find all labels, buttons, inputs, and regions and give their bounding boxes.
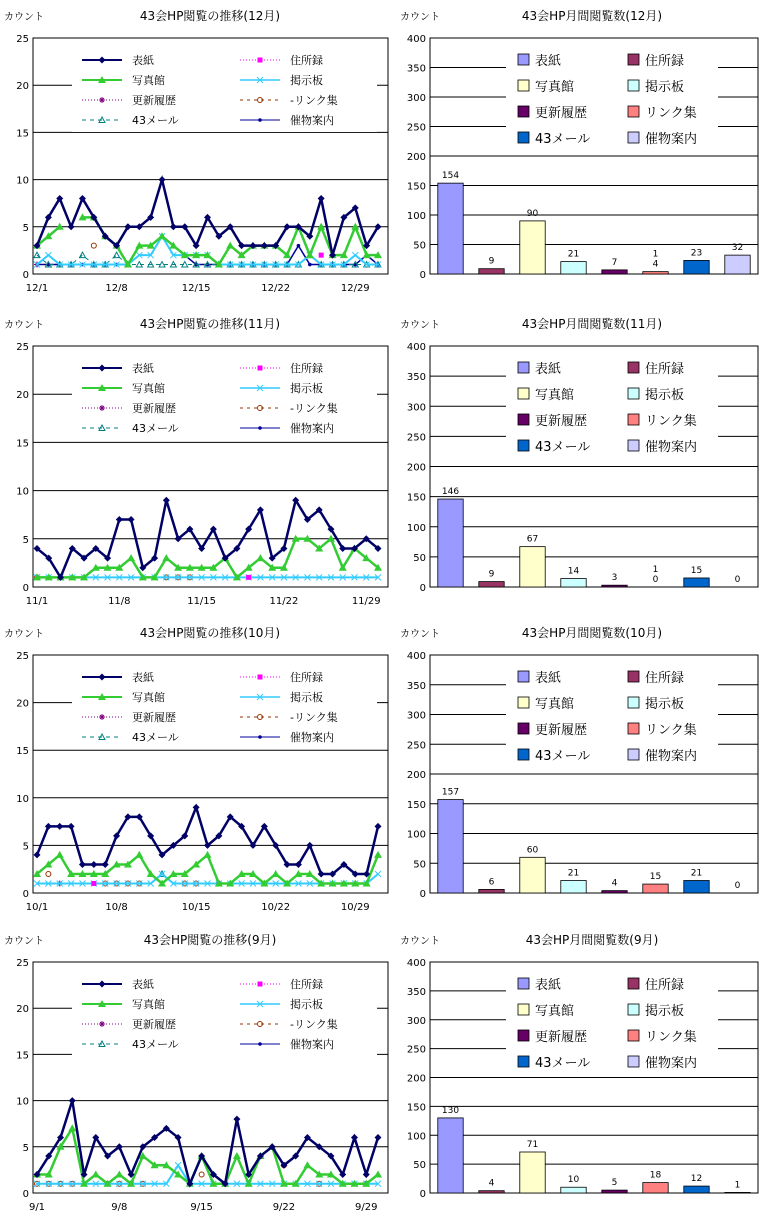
bar-43メール xyxy=(684,578,709,587)
bar-掲示板 xyxy=(561,881,586,893)
data-label: 14 xyxy=(567,566,580,577)
y-tick-label: 15 xyxy=(16,438,29,450)
chart-title: 43会HP閲覧の推移(12月) xyxy=(139,9,281,23)
line-chart-0 xyxy=(0,0,395,298)
chart-title: 43会HP閲覧の推移(9月) xyxy=(143,933,277,947)
legend-label: 住所録 xyxy=(645,362,685,377)
legend-label: 43メール xyxy=(535,749,591,764)
data-label-extra: 1 xyxy=(652,249,659,260)
y-tick-label: 150 xyxy=(406,492,426,504)
legend-swatch xyxy=(628,362,639,373)
legend-label: 更新履歴 xyxy=(535,723,588,738)
y-tick-label: 20 xyxy=(16,1004,29,1016)
chart-title: 43会HP閲覧の推移(11月) xyxy=(139,317,281,331)
data-label: 4 xyxy=(488,1178,495,1189)
y-tick-label: 0 xyxy=(419,270,426,281)
x-tick-label: 11/1 xyxy=(25,596,49,607)
y-tick-label: 100 xyxy=(406,829,426,841)
legend-label: 更新履歴 xyxy=(132,711,176,724)
x-tick-label: 10/1 xyxy=(25,902,49,913)
chart-title: 43会HP月間閲覧数(10月) xyxy=(521,626,663,640)
x-tick-label: 12/1 xyxy=(25,283,49,294)
legend xyxy=(506,661,718,769)
x-tick-label: 12/29 xyxy=(340,283,370,294)
data-label: 90 xyxy=(526,208,539,219)
bar-写真館 xyxy=(520,857,545,893)
legend-label: 43メール xyxy=(132,114,179,127)
legend-label: 催物案内 xyxy=(645,1056,698,1071)
legend-label: 住所録 xyxy=(645,978,685,993)
bar-chart-3 xyxy=(396,924,768,1217)
y-tick-label: 400 xyxy=(406,34,426,45)
bar-住所録 xyxy=(479,889,504,893)
y-tick-label: 0 xyxy=(22,270,29,281)
x-tick-label: 11/8 xyxy=(108,596,131,607)
bar-更新履歴 xyxy=(602,891,627,893)
legend-swatch xyxy=(628,723,639,734)
legend-label: 43メール xyxy=(132,1038,179,1051)
legend-label: 43メール xyxy=(132,422,179,435)
legend-label: -リンク集 xyxy=(290,1018,338,1031)
data-point xyxy=(246,575,251,580)
legend-swatch xyxy=(628,132,639,143)
x-tick-label: 10/15 xyxy=(181,902,211,913)
y-tick-label: 5 xyxy=(22,534,29,546)
y-tick-label: 50 xyxy=(413,552,426,564)
data-label: 60 xyxy=(526,845,539,856)
bar-掲示板 xyxy=(561,262,586,274)
legend-swatch xyxy=(518,440,529,451)
data-label: 146 xyxy=(441,487,460,498)
bar-写真館 xyxy=(520,547,545,587)
legend-label: 掲示板 xyxy=(290,74,323,87)
bar-リンク集 xyxy=(643,884,668,893)
y-tick-label: 10 xyxy=(16,486,29,498)
legend-label: 催物案内 xyxy=(290,1038,334,1051)
y-tick-label: 300 xyxy=(406,93,426,104)
legend-label: 掲示板 xyxy=(290,691,323,704)
y-axis-label: カウント xyxy=(4,320,44,331)
y-tick-label: 25 xyxy=(16,342,29,353)
legend-label: 43メール xyxy=(535,440,591,455)
legend-swatch xyxy=(518,697,529,708)
legend xyxy=(506,44,718,152)
legend-swatch xyxy=(518,80,529,91)
y-tick-label: 150 xyxy=(406,799,426,811)
legend-swatch xyxy=(518,54,529,65)
x-tick-label: 9/15 xyxy=(190,1202,213,1213)
y-axis-label: カウント xyxy=(400,936,440,947)
legend-swatch xyxy=(518,414,529,425)
bar-更新履歴 xyxy=(602,270,627,274)
x-tick-label: 9/1 xyxy=(28,1202,46,1213)
legend-label: リンク集 xyxy=(645,1030,697,1045)
y-tick-label: 0 xyxy=(419,889,426,900)
y-tick-label: 20 xyxy=(16,390,29,402)
data-label: 21 xyxy=(567,868,580,879)
legend-label: 催物案内 xyxy=(290,731,334,744)
legend-label: 更新履歴 xyxy=(132,94,176,107)
y-tick-label: 15 xyxy=(16,1050,29,1062)
data-label: 0 xyxy=(734,881,741,891)
bar-写真館 xyxy=(520,1152,545,1193)
legend-swatch xyxy=(628,697,639,708)
data-label: 18 xyxy=(649,1170,662,1181)
legend-swatch xyxy=(628,1030,639,1041)
y-tick-label: 5 xyxy=(22,1142,29,1154)
y-tick-label: 0 xyxy=(22,583,29,594)
legend xyxy=(72,663,377,749)
y-tick-label: 300 xyxy=(406,1015,426,1027)
data-label: 9 xyxy=(488,256,495,267)
bar-chart-1 xyxy=(396,308,768,611)
bar-表紙 xyxy=(438,1118,463,1193)
legend-label: 更新履歴 xyxy=(132,402,176,415)
y-axis-label: カウント xyxy=(400,12,440,23)
data-point xyxy=(308,263,312,267)
legend-swatch xyxy=(518,388,529,399)
legend-swatch xyxy=(628,106,639,117)
legend-label: 催物案内 xyxy=(290,422,334,435)
y-tick-label: 50 xyxy=(413,240,426,252)
data-label: 9 xyxy=(488,569,495,580)
y-tick-label: 400 xyxy=(406,342,426,353)
x-tick-label: 12/15 xyxy=(181,283,211,294)
data-label: 67 xyxy=(526,534,539,545)
bar-更新履歴 xyxy=(602,1190,627,1193)
x-tick-label: 9/8 xyxy=(111,1202,128,1213)
legend-swatch xyxy=(518,749,529,760)
legend-label: 掲示板 xyxy=(645,80,685,95)
y-tick-label: 300 xyxy=(406,402,426,414)
legend-label: 写真館 xyxy=(535,80,575,95)
legend-label: 住所録 xyxy=(290,362,323,375)
legend-label: 住所録 xyxy=(645,54,685,69)
y-tick-label: 400 xyxy=(406,651,426,662)
y-tick-label: 25 xyxy=(16,958,29,969)
y-tick-label: 350 xyxy=(406,63,426,75)
legend-label: 更新履歴 xyxy=(535,1030,588,1045)
legend-swatch xyxy=(518,1030,529,1041)
legend-swatch xyxy=(518,671,529,682)
bar-住所録 xyxy=(479,582,504,587)
line-chart-1 xyxy=(0,308,395,611)
x-tick-label: 11/15 xyxy=(187,596,217,607)
bar-写真館 xyxy=(520,221,545,274)
data-label: 1 xyxy=(734,1180,741,1191)
y-axis-label: カウント xyxy=(4,12,44,23)
legend-swatch xyxy=(628,1056,639,1067)
chart-title: 43会HP月間閲覧数(11月) xyxy=(521,317,663,331)
bar-掲示板 xyxy=(561,1187,586,1193)
legend-label: 写真館 xyxy=(132,382,165,395)
legend-label: -リンク集 xyxy=(290,94,338,107)
legend-marker xyxy=(258,735,262,739)
bar-chart-0 xyxy=(396,0,768,298)
y-tick-label: 15 xyxy=(16,746,29,758)
data-point xyxy=(297,244,301,248)
x-tick-label: 10/22 xyxy=(261,902,291,913)
x-tick-label: 12/8 xyxy=(105,283,128,294)
y-axis-label: カウント xyxy=(400,320,440,331)
data-label: 21 xyxy=(567,249,580,260)
series-住所録 xyxy=(319,253,324,258)
legend-label: 住所録 xyxy=(290,978,323,991)
y-axis-label: カウント xyxy=(400,629,440,640)
y-tick-label: 15 xyxy=(16,128,29,140)
legend-label: 表紙 xyxy=(535,362,562,377)
x-tick-label: 11/29 xyxy=(351,596,381,607)
legend-label: 写真館 xyxy=(535,388,575,403)
legend-label: 写真館 xyxy=(535,697,575,712)
legend-label: 住所録 xyxy=(645,671,685,686)
y-tick-label: 300 xyxy=(406,710,426,722)
bar-住所録 xyxy=(479,269,504,274)
legend-label: 43メール xyxy=(535,132,591,147)
series-住所録 xyxy=(91,881,96,886)
legend-swatch xyxy=(518,978,529,989)
data-label: 71 xyxy=(526,1139,539,1150)
data-point xyxy=(91,881,96,886)
legend-label: 写真館 xyxy=(132,998,165,1011)
data-label: 15 xyxy=(649,872,662,883)
y-tick-label: 100 xyxy=(406,522,426,534)
y-tick-label: 250 xyxy=(406,122,426,134)
legend-swatch xyxy=(518,1056,529,1067)
legend-label: 掲示板 xyxy=(645,697,685,712)
bar-催物案内 xyxy=(725,1192,750,1193)
legend-swatch xyxy=(628,54,639,65)
legend-label: 写真館 xyxy=(132,691,165,704)
data-label: 0 xyxy=(734,575,741,585)
x-tick-label: 10/8 xyxy=(105,902,128,913)
legend-label: リンク集 xyxy=(645,723,697,738)
y-tick-label: 10 xyxy=(16,1096,29,1108)
y-tick-label: 25 xyxy=(16,34,29,45)
legend-label: 更新履歴 xyxy=(535,106,588,121)
y-tick-label: 150 xyxy=(406,1102,426,1114)
chart-title: 43会HP月間閲覧数(9月) xyxy=(525,933,659,947)
data-label: 154 xyxy=(441,171,460,182)
line-chart-3 xyxy=(0,924,395,1217)
data-label: 15 xyxy=(690,565,703,576)
bar-催物案内 xyxy=(725,255,750,274)
series-住所録 xyxy=(246,575,251,580)
x-tick-label: 9/22 xyxy=(272,1202,296,1213)
legend-swatch xyxy=(518,1004,529,1015)
legend-label: 掲示板 xyxy=(290,382,323,395)
data-label: 157 xyxy=(441,787,460,798)
legend-label: 掲示板 xyxy=(645,1004,685,1019)
legend-swatch xyxy=(518,723,529,734)
legend-label: 掲示板 xyxy=(290,998,323,1011)
y-axis-label: カウント xyxy=(4,936,44,947)
data-label: 10 xyxy=(567,1175,580,1186)
bar-chart-2 xyxy=(396,617,768,917)
line-chart-2 xyxy=(0,617,395,917)
legend-label: リンク集 xyxy=(645,106,697,121)
y-tick-label: 50 xyxy=(413,859,426,871)
y-tick-label: 5 xyxy=(22,841,29,853)
y-tick-label: 250 xyxy=(406,432,426,444)
legend-swatch xyxy=(628,978,639,989)
legend-label: 更新履歴 xyxy=(132,1018,176,1031)
legend-label: 表紙 xyxy=(535,978,562,993)
y-axis-label: カウント xyxy=(4,629,44,640)
x-tick-label: 12/22 xyxy=(261,283,291,294)
data-label: 5 xyxy=(611,1178,618,1189)
y-tick-label: 200 xyxy=(406,462,426,474)
bar-掲示板 xyxy=(561,579,586,587)
legend-label: -リンク集 xyxy=(290,711,338,724)
legend-marker xyxy=(258,675,263,680)
legend-marker xyxy=(258,118,262,122)
y-tick-label: 0 xyxy=(22,889,29,900)
x-tick-label: 10/29 xyxy=(340,902,370,913)
legend-marker xyxy=(258,1042,262,1046)
data-label: 4 xyxy=(652,259,659,270)
y-tick-label: 250 xyxy=(406,740,426,752)
legend-label: 写真館 xyxy=(535,1004,575,1019)
data-label: 32 xyxy=(731,243,744,254)
legend-label: 催物案内 xyxy=(290,114,334,127)
legend-label: 表紙 xyxy=(535,54,562,69)
legend-swatch xyxy=(628,388,639,399)
legend xyxy=(72,970,377,1056)
legend-label: 表紙 xyxy=(132,54,154,67)
data-label: 0 xyxy=(652,575,659,585)
legend-swatch xyxy=(628,414,639,425)
data-point xyxy=(319,253,324,258)
y-tick-label: 5 xyxy=(22,222,29,234)
legend-swatch xyxy=(628,671,639,682)
legend-label: 更新履歴 xyxy=(535,414,588,429)
legend-label: 表紙 xyxy=(132,671,154,684)
legend-label: 43メール xyxy=(132,731,179,744)
y-tick-label: 200 xyxy=(406,770,426,781)
legend-swatch xyxy=(518,362,529,373)
legend-label: 催物案内 xyxy=(645,132,698,147)
y-tick-label: 0 xyxy=(419,1189,426,1200)
data-label: 7 xyxy=(611,257,618,268)
y-tick-label: 20 xyxy=(16,698,29,710)
legend-swatch xyxy=(628,440,639,451)
data-label: 3 xyxy=(611,573,618,584)
legend-label: 催物案内 xyxy=(645,440,698,455)
legend-swatch xyxy=(628,80,639,91)
legend-marker xyxy=(258,982,263,987)
x-tick-label: 11/22 xyxy=(269,596,299,607)
legend-label: 表紙 xyxy=(535,671,562,686)
bar-43メール xyxy=(684,1186,709,1193)
bar-表紙 xyxy=(438,800,463,893)
data-label: 12 xyxy=(690,1174,703,1185)
bar-43メール xyxy=(684,881,709,893)
y-tick-label: 20 xyxy=(16,81,29,93)
bar-リンク集 xyxy=(643,272,668,274)
y-tick-label: 0 xyxy=(22,1189,29,1200)
y-tick-label: 200 xyxy=(406,1073,426,1085)
y-tick-label: 200 xyxy=(406,152,426,163)
y-tick-label: 100 xyxy=(406,211,426,222)
y-tick-label: 10 xyxy=(16,175,29,187)
legend xyxy=(506,352,718,460)
y-tick-label: 25 xyxy=(16,651,29,662)
y-tick-label: 400 xyxy=(406,958,426,969)
legend-label: 写真館 xyxy=(132,74,165,87)
chart-title: 43会HP月間閲覧数(12月) xyxy=(521,9,663,23)
legend-marker xyxy=(258,426,262,430)
legend xyxy=(72,46,377,132)
y-tick-label: 50 xyxy=(413,1160,426,1172)
legend-label: 催物案内 xyxy=(645,749,698,764)
chart-title: 43会HP閲覧の推移(10月) xyxy=(139,626,281,640)
bar-表紙 xyxy=(438,499,463,587)
data-label: 6 xyxy=(488,877,495,888)
y-tick-label: 350 xyxy=(406,680,426,692)
x-tick-label: 9/29 xyxy=(355,1202,378,1213)
bar-43メール xyxy=(684,260,709,274)
y-tick-label: 350 xyxy=(406,986,426,998)
bar-住所録 xyxy=(479,1191,504,1193)
legend-label: 住所録 xyxy=(290,54,323,67)
data-label-extra: 1 xyxy=(652,565,659,575)
legend xyxy=(506,968,718,1076)
bar-更新履歴 xyxy=(602,585,627,587)
legend-label: 43メール xyxy=(535,1056,591,1071)
legend-swatch xyxy=(628,749,639,760)
legend-swatch xyxy=(518,106,529,117)
legend-swatch xyxy=(628,1004,639,1015)
legend-label: -リンク集 xyxy=(290,402,338,415)
y-tick-label: 10 xyxy=(16,793,29,805)
legend-label: 掲示板 xyxy=(645,388,685,403)
y-tick-label: 0 xyxy=(419,583,426,594)
y-tick-label: 150 xyxy=(406,181,426,193)
legend xyxy=(72,354,377,440)
bar-表紙 xyxy=(438,183,463,274)
y-tick-label: 100 xyxy=(406,1131,426,1143)
y-tick-label: 250 xyxy=(406,1044,426,1056)
legend-marker xyxy=(258,58,263,63)
data-label: 130 xyxy=(441,1105,460,1116)
data-label: 23 xyxy=(690,248,703,259)
y-tick-label: 350 xyxy=(406,372,426,384)
data-label: 21 xyxy=(690,868,703,879)
legend-swatch xyxy=(518,132,529,143)
legend-label: リンク集 xyxy=(645,414,697,429)
legend-label: 表紙 xyxy=(132,978,154,991)
data-label: 4 xyxy=(611,878,618,889)
legend-label: 住所録 xyxy=(290,671,323,684)
legend-marker xyxy=(258,366,263,371)
legend-label: 表紙 xyxy=(132,362,154,375)
bar-リンク集 xyxy=(643,1183,668,1193)
